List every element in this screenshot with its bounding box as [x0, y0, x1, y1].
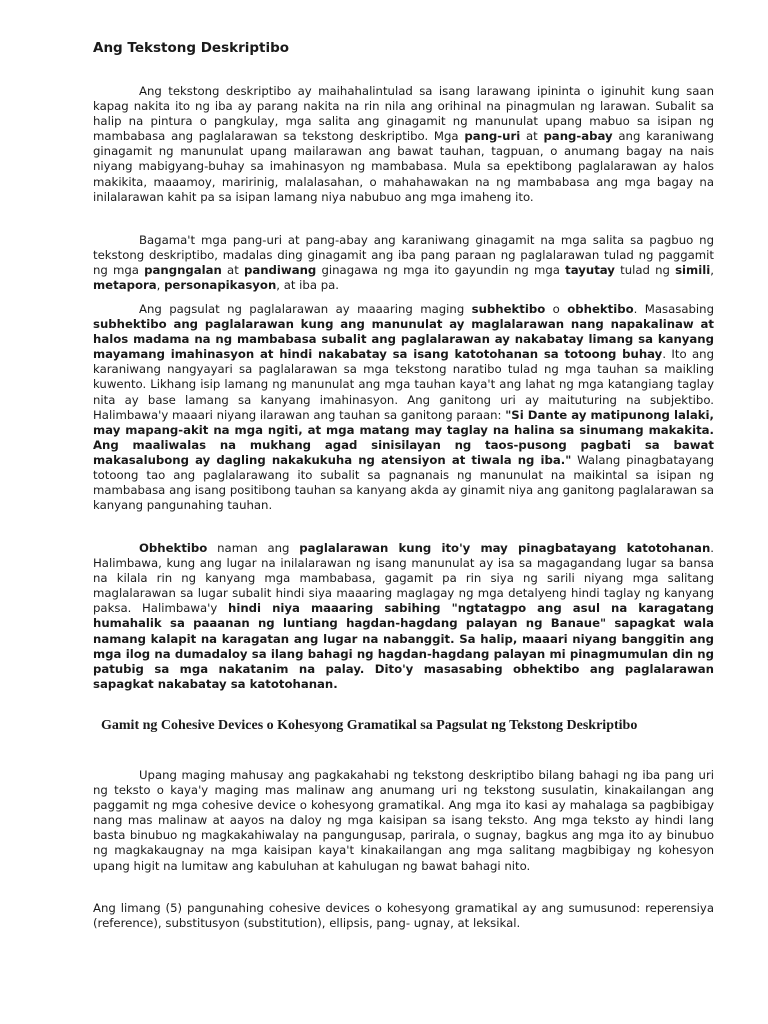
- paragraph-obhektibo: [93, 541, 714, 692]
- bold-quote: hindi niya maaaring sabihing "ngtatagpo ang asul na karagatang humahalik sa paaanan ng luntiang hagdan-hagdang palayan ng Banaue" sapagkat wala namang kalapit na karagatan ang lugar na nabanggit. Sa halip, maaari niyang banggitin ang mga ilog na dumadaloy sa ilang bahagi ng hagdan-hagdang palayan mi pinagmumulan din ng patubig sa mga nakatanim na palay. Dito'y masasabing obhektibo ang paglalarawan sapagkat nakabatay sa katotohanan.: [93, 601, 714, 691]
- text-run: . Ito ang karaniwang nangyayari sa paglalarawan sa mga tekstong naratibo tulad ng mga tauhan sa maikling kuwento. Likhang isip lamang ng manunulat ang mga tauhan kaya't ang lahat ng mga katangiang taglay nita ay base lamang sa kanyang imahinasyon. Ang ganitong uri ay maituturing na subjektibo. Halimbawa'y maaari niyang ilarawan ang tauhan sa ganitong paraan:: [93, 347, 714, 422]
- bold-term: metapora: [93, 278, 157, 293]
- bold-term: personapikasyon: [164, 278, 277, 293]
- text-run: ,: [710, 263, 714, 278]
- bold-term: subhektibo ang paglalarawan kung ang manunulat ay maglalarawan nang napakalinaw at halos madama na ng mambabasa subalit ang paglalarawan ay nakabatay limang sa kanyang mayamang imahinasyon at hindi nakabatay sa isang katotohanan sa totoong buhay: [93, 317, 714, 362]
- text-run: . Halimbawa, kung ang lugar na inilalarawan ng isang manunulat ay isa sa magagandang lugar sa bansa na kilala rin ng kanyang mga mambabasa, gagamit pa rin siya ng sarili niyang mga salitang maglalarawan sa lugar subalit hindi siya maaaring maglagay ng mga detalyeng hindi taglay ng kanyang paksa. Halimbawa'y: [93, 541, 714, 616]
- text-run: o: [545, 302, 568, 316]
- text-run: naman ang: [207, 541, 300, 555]
- paragraph-subhektibo: [93, 302, 714, 513]
- text-run: Upang maging mahusay ang pagkakahabi ng tekstong deskriptibo bilang bahagi ng iba pang uri ng teksto o kaya'y maging mas malinaw ang anumang uri ng tekstong susulatin, kinakailangan ang paggamit ng mga cohesive device o kohesyong gramatikal. Ang mga ito kasi ay mahalaga sa pagbibigay nang mas malinaw at aayos na daloy ng mga kaisipan sa isang teksto. Ang mga teksto ay hindi lang basta binubuo ng magkakahiwalay na pangungusap, parirala, o sugnay, bagkus ang mga ito ay binubuo ng magkakaugnay na mga kaisipan kaya't kinakailangan ang mga salitang magbibigay ng kohesyon upang higit na lumitaw ang kabuluhan at kahulugan ng bawat bahagi nito.: [93, 768, 714, 873]
- bold-quote: "Si Dante ay matipunong lalaki, may mapang-akit na mga ngiti, at mga matang may taglay na halina sa sinumang makakita. Ang maaliwalas na mukhang agad sinisilayan ng taos-pusong pagbati sa bawat makasalubong ay dagling nakakukuha ng atensiyon at tiwala ng iba.": [93, 407, 714, 467]
- section-heading: Gamit ng Cohesive Devices o Kohesyong Gramatikal sa Pagsulat ng Tekstong Deskriptibo: [101, 718, 638, 733]
- bold-term: pang-abay: [543, 129, 613, 144]
- text-run: ,: [156, 278, 165, 293]
- paragraph-cohesive-devices: [93, 768, 714, 874]
- text-run: Ang pagsulat ng paglalarawan ay maaaring maging: [139, 302, 472, 316]
- bold-term: obhektibo: [567, 302, 634, 316]
- paragraph-intro: [93, 84, 714, 205]
- text-run: Walang pinagbatayang totoong tao ang paglalarawang ito subalit sa pagnanais ng manunulat na maikintal sa isipan ng mambabasa ang isang positibong tauhan sa kanyang akda ay ginamit niya ang ganitong paglalarawan sa kanyang pangunahing tauhan.: [93, 452, 714, 513]
- bold-term: paglalarawan kung ito'y may pinagbatayang katotohanan: [299, 541, 711, 555]
- bold-term: pang-uri: [464, 129, 521, 144]
- bold-term: pangngalan: [144, 263, 222, 278]
- text-run: , at iba pa.: [276, 278, 340, 293]
- text-run: at: [221, 263, 244, 278]
- bold-term: subhektibo: [471, 302, 546, 316]
- text-run: ang karaniwang ginagamit ng manunulat upang mailarawan ang bawat tauhan, tagpuan, o anumang bagay na nais niyang mabigyang-buhay sa imahinasyon ng mambabasa. Mula sa epektibong paglalarawan ay halos makikita, maaamoy, maririnig, malalasahan, o mahahawakan na ng mambabasa ang mga bagay na inilalarawan kahit pa sa isipan lamang niya nabubuo ang mga imaheng ito.: [93, 129, 714, 204]
- bold-term: tayutay: [565, 263, 615, 278]
- text-run: . Masasabing: [633, 302, 714, 316]
- bold-term: simili: [675, 263, 711, 278]
- bold-term: pandiwang: [243, 263, 317, 278]
- text-run: Ang tekstong deskriptibo ay maihahalintulad sa isang larawang ipininta o iginuhit kung saan kapag nakita ito ng iba ay parang nakita na rin nila ang orihinal na pinagmulan ng larawan. Subalit sa halip na pintura o pangkulay, mga salita ang ginagamit ng manunulat upang mabuo sa isipan ng mambabasa ang paglalarawan sa tekstong deskriptibo. Mga: [93, 84, 714, 144]
- text-run: Bagama't mga pang-uri at pang-abay ang karaniwang ginagamit na mga salita sa pagbuo ng tekstong deskriptibo, madalas ding ginagamit ang iba pang paraan ng paglalarawan tulad ng paggamit ng mga: [93, 233, 714, 278]
- document-title: Ang Tekstong Deskriptibo: [93, 40, 290, 56]
- bold-term: Obhektibo: [139, 541, 208, 555]
- text-run: tulad ng: [614, 263, 676, 278]
- paragraph-other-methods: [93, 233, 714, 293]
- text-run: at: [520, 129, 544, 144]
- text-run: ginagawa ng mga ito gayundin ng mga: [316, 263, 566, 278]
- paragraph-five-devices: Ang limang (5) pangunahing cohesive devices o kohesyong gramatikal ay ang sumusunod: reperensiya (reference), substitusyon (substitution), ellipsis, pang- ugnay, at leksikal.: [93, 901, 714, 931]
